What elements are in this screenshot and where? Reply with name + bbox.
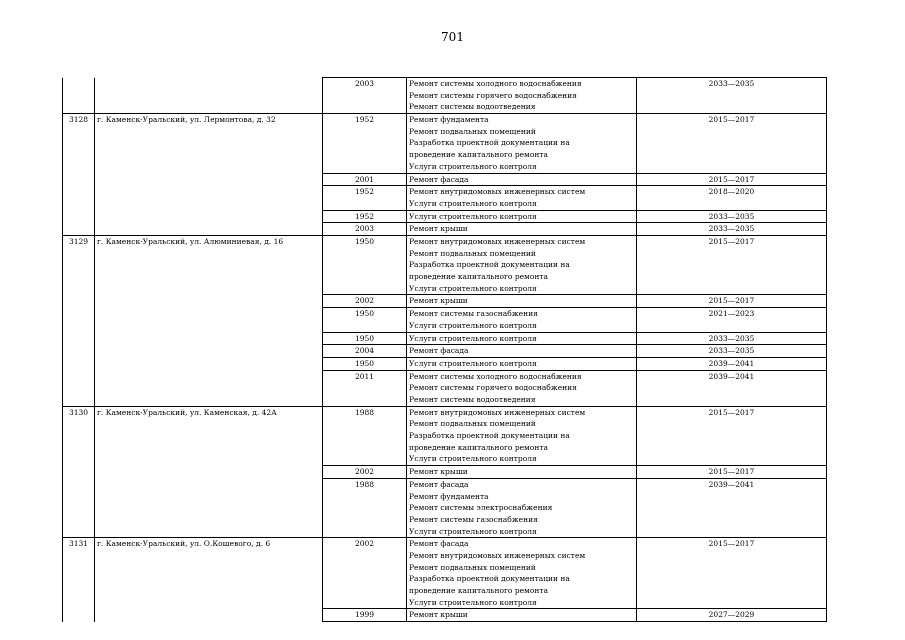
construction-year-cell: 1952 <box>323 210 407 223</box>
table-row <box>63 406 827 465</box>
work-item: Ремонт системы газоснабжения <box>409 309 538 319</box>
address-cell <box>95 295 323 308</box>
works-cell <box>407 478 637 537</box>
table-row <box>63 370 827 406</box>
row-number-cell: 3128 <box>63 114 95 173</box>
row-number-cell <box>63 357 95 370</box>
address-cell <box>95 173 323 186</box>
construction-year-cell: 1988 <box>323 478 407 537</box>
period-cell: 2033—2035 <box>637 210 827 223</box>
row-number-cell <box>63 370 95 406</box>
table-row <box>63 609 827 622</box>
table-row <box>63 478 827 537</box>
table-row <box>63 308 827 332</box>
work-item: Разработка проектной документации на <box>409 138 570 148</box>
table-row <box>63 538 827 609</box>
construction-year-cell: 2004 <box>323 345 407 358</box>
row-number-cell <box>63 345 95 358</box>
work-item: Разработка проектной документации на <box>409 574 570 584</box>
row-number-cell <box>63 173 95 186</box>
address-cell <box>95 609 323 622</box>
construction-year-cell: 1988 <box>323 406 407 465</box>
construction-year-cell: 1999 <box>323 609 407 622</box>
address-cell <box>95 78 323 114</box>
work-item: Ремонт фасада <box>409 539 469 549</box>
work-item: проведение капитального ремонта <box>409 272 549 282</box>
work-item: Ремонт подвальных помещений <box>409 248 536 258</box>
row-number-cell <box>63 295 95 308</box>
period-cell: 2021—2023 <box>637 308 827 332</box>
period-cell: 2018—2020 <box>637 186 827 210</box>
work-item: Разработка проектной документации на <box>409 431 570 441</box>
works-cell <box>407 357 637 370</box>
construction-year-cell: 2001 <box>323 173 407 186</box>
table-row <box>63 186 827 210</box>
work-item: Ремонт внутридомовых инженерных систем <box>409 187 586 197</box>
works-cell <box>407 223 637 236</box>
construction-year-cell: 2002 <box>323 466 407 479</box>
period-cell: 2015—2017 <box>637 466 827 479</box>
work-item: Ремонт системы газоснабжения <box>409 514 538 524</box>
works-cell <box>407 538 637 609</box>
work-item: Ремонт фасада <box>409 174 469 184</box>
table-row <box>63 173 827 186</box>
construction-year-cell: 2011 <box>323 370 407 406</box>
address-cell <box>95 357 323 370</box>
row-number-cell: 3130 <box>63 406 95 465</box>
table-row <box>63 332 827 345</box>
address-cell: г. Каменск-Уральский, ул. Лермонтова, д. 32 <box>95 114 323 173</box>
work-item: проведение капитального ремонта <box>409 442 549 452</box>
works-cell <box>407 173 637 186</box>
work-item: Ремонт крыши <box>409 467 468 477</box>
address-cell <box>95 186 323 210</box>
table-row <box>63 114 827 173</box>
address-cell <box>95 478 323 537</box>
work-item: Услуги строительного контроля <box>409 333 537 343</box>
table-row <box>63 345 827 358</box>
table-row <box>63 223 827 236</box>
address-cell <box>95 210 323 223</box>
work-item: проведение капитального ремонта <box>409 150 549 160</box>
period-cell: 2033—2035 <box>637 223 827 236</box>
work-item: Услуги строительного контроля <box>409 211 537 221</box>
work-item: Ремонт системы водоотведения <box>409 394 536 404</box>
works-cell <box>407 295 637 308</box>
work-item: Ремонт системы холодного водоснабжения <box>409 79 582 88</box>
period-cell: 2015—2017 <box>637 406 827 465</box>
address-cell <box>95 223 323 236</box>
works-cell <box>407 308 637 332</box>
address-cell <box>95 466 323 479</box>
table-row <box>63 210 827 223</box>
works-cell <box>407 235 637 294</box>
work-item: Ремонт системы электроснабжения <box>409 503 553 513</box>
period-cell: 2015—2017 <box>637 538 827 609</box>
row-number-cell <box>63 609 95 622</box>
period-cell: 2015—2017 <box>637 235 827 294</box>
work-item: Услуги строительного контроля <box>409 526 537 536</box>
work-item: Услуги строительного контроля <box>409 161 537 171</box>
work-item: Услуги строительного контроля <box>409 198 537 208</box>
work-item: Услуги строительного контроля <box>409 283 537 293</box>
address-cell <box>95 345 323 358</box>
construction-year-cell: 1950 <box>323 357 407 370</box>
work-item: Ремонт крыши <box>409 224 468 234</box>
address-cell <box>95 308 323 332</box>
row-number-cell: 3131 <box>63 538 95 609</box>
period-cell: 2027—2029 <box>637 609 827 622</box>
work-item: Ремонт фундамента <box>409 115 489 125</box>
construction-year-cell: 1952 <box>323 186 407 210</box>
works-cell <box>407 370 637 406</box>
works-cell <box>407 186 637 210</box>
work-item: Ремонт крыши <box>409 296 468 306</box>
table-body <box>63 78 827 622</box>
works-cell <box>407 609 637 622</box>
work-item: Ремонт фасада <box>409 479 469 489</box>
construction-year-cell: 2003 <box>323 223 407 236</box>
period-cell: 2033—2035 <box>637 332 827 345</box>
work-item: Разработка проектной документации на <box>409 260 570 270</box>
period-cell: 2015—2017 <box>637 173 827 186</box>
work-item: Ремонт системы водоотведения <box>409 102 536 112</box>
table-row <box>63 235 827 294</box>
construction-year-cell: 2003 <box>323 78 407 114</box>
address-cell <box>95 332 323 345</box>
work-item: Услуги строительного контроля <box>409 597 537 607</box>
row-number-cell: 3129 <box>63 235 95 294</box>
repair-schedule-table <box>62 77 827 622</box>
construction-year-cell: 1950 <box>323 308 407 332</box>
page-number: 701 <box>441 30 464 44</box>
work-item: Услуги строительного контроля <box>409 454 537 464</box>
period-cell: 2015—2017 <box>637 295 827 308</box>
period-cell: 2033—2035 <box>637 78 827 114</box>
work-item: Ремонт фасада <box>409 346 469 356</box>
row-number-cell <box>63 478 95 537</box>
row-number-cell <box>63 223 95 236</box>
period-cell: 2015—2017 <box>637 114 827 173</box>
work-item: Услуги строительного контроля <box>409 358 537 368</box>
work-item: Ремонт фундамента <box>409 491 489 501</box>
work-item: Ремонт крыши <box>409 610 468 620</box>
work-item: Ремонт внутридомовых инженерных систем <box>409 236 586 246</box>
construction-year-cell: 2002 <box>323 295 407 308</box>
work-item: Ремонт внутридомовых инженерных систем <box>409 550 586 560</box>
work-item: Ремонт системы горячего водоснабжения <box>409 90 577 100</box>
row-number-cell <box>63 332 95 345</box>
table-row <box>63 78 827 114</box>
table-row <box>63 357 827 370</box>
period-cell: 2039—2041 <box>637 370 827 406</box>
construction-year-cell: 1950 <box>323 332 407 345</box>
period-cell: 2039—2041 <box>637 478 827 537</box>
construction-year-cell: 1952 <box>323 114 407 173</box>
works-cell <box>407 406 637 465</box>
works-cell <box>407 466 637 479</box>
address-cell <box>95 370 323 406</box>
works-cell <box>407 345 637 358</box>
works-cell <box>407 332 637 345</box>
work-item: Услуги строительного контроля <box>409 320 537 330</box>
construction-year-cell: 1950 <box>323 235 407 294</box>
address-cell: г. Каменск-Уральский, ул. Алюминиевая, д. 16 <box>95 235 323 294</box>
work-item: Ремонт подвальных помещений <box>409 126 536 136</box>
address-cell: г. Каменск-Уральский, ул. Каменская, д. 42А <box>95 406 323 465</box>
period-cell: 2039—2041 <box>637 357 827 370</box>
period-cell: 2033—2035 <box>637 345 827 358</box>
construction-year-cell: 2002 <box>323 538 407 609</box>
row-number-cell <box>63 466 95 479</box>
work-item: проведение капитального ремонта <box>409 586 549 595</box>
works-cell <box>407 114 637 173</box>
work-item: Ремонт внутридомовых инженерных систем <box>409 407 586 417</box>
row-number-cell <box>63 210 95 223</box>
table-row <box>63 295 827 308</box>
works-cell <box>407 210 637 223</box>
work-item: Ремонт подвальных помещений <box>409 419 536 429</box>
work-item: Ремонт подвальных помещений <box>409 562 536 572</box>
row-number-cell <box>63 186 95 210</box>
work-item: Ремонт системы горячего водоснабжения <box>409 383 577 393</box>
row-number-cell <box>63 308 95 332</box>
row-number-cell <box>63 78 95 114</box>
works-cell <box>407 78 637 114</box>
work-item: Ремонт системы холодного водоснабжения <box>409 371 582 381</box>
address-cell: г. Каменск-Уральский, ул. О.Кошевого, д. 6 <box>95 538 323 609</box>
table-row <box>63 466 827 479</box>
